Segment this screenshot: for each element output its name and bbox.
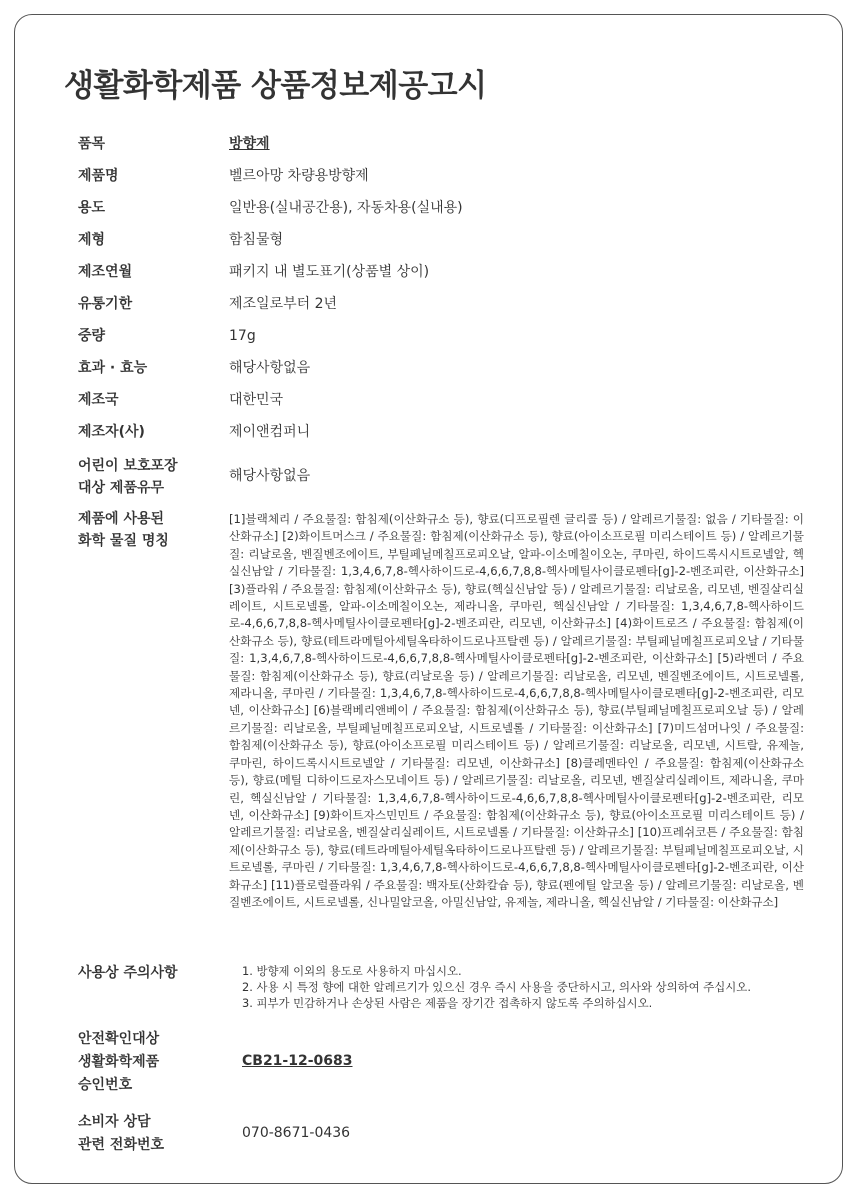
- value-effect: 해당사항없음: [229, 360, 311, 376]
- label-item: 품목: [78, 136, 106, 152]
- label-cautions: 사용상 주의사항: [78, 965, 178, 981]
- chemicals-text: [1]블랙체리 / 주요물질: 함침제(이산화규소 등), 향료(디프로필렌 글리콜 등) / 알레르기물질: 없음 / 기타물질: 이산화규소] [2)화이트머스크 / 주요물질: 함침제(이산화규소 등), 향료(아이소프로필 미리스테이트 등) / 알레르기물질: 리날로올, 벤질벤조에이트, 부틸페닐메칠프로피오날, 알파-이소메칠이오논, 쿠마린, 하이드록시시트로넬알, 헥실신남알 / 기타물질: 1,3,4,6,7,8-헥사하이드로-4,6,6,7,8,8-헥사메틸사이클로펜타[g]-2-벤조피란, 이산화규소] [3)플라워 / 주요물질: 함침제(이산화규소 등), 향료(헥실신남알 등) / 알레르기물질: 리날로올, 리모넨, 벤질살리실레이트, 시트로넬롤, 알파-이소메칠이오논, 제라니올, 쿠마린, 헥실신남알 / 기타물질: 1,3,4,6,7,8-헥사하이드로-4,6,6,7,8,8-헥사메틸사이클로펜타[g]-2-벤조피란, 리모넨, 이산화규소] [4)화이트로즈 / 주요물질: 함침제(이산화규소 등), 향료(테트라메틸아세틸옥타하이드로나프탈렌 등) / 알레르기물질: 부틸페닐메칠프로피오날 / 기타물질: 1,3,4,6,7,8-헥사하이드로-4,6,6,7,8,8-헥사메틸사이클로펜타[g]-2-벤조피란, 이산화규소] [5)라벤더 / 주요물질: 함침제(이산화규소 등), 향료(리날로올 등) / 알레르기물질: 리날로올, 리모넨, 벤질벤조에이트, 시트로넬롤, 제라니올, 쿠마린 / 기타물질: 1,3,4,6,7,8-헥사하이드로-4,6,6,7,8,8-헥사메틸사이클로펜타[g]-2-벤조피란, 리모넨, 이산화규소] [6)블랙베리앤베이 / 주요물질: 함침제(이산화규소 등), 향료(부틸페닐메칠프로피오날 등) / 알레르기물질: 리날로올, 부틸페닐메칠프로피오날, 시트로넬롤 / 기타물질: 이산화규소] [7)미드섬머나잇 / 주요물질: 함침제(이산화규소 등), 향료(아이소프로필 미리스테이트 등) / 알레르기물질: 리날로올, 리모넨, 시트랄, 유제놀, 쿠마린, 하이드록시시트로넬알 / 기타물질: 리모넨, 이산화규소] [8)클레멘타인 / 주요물질: 함침제(이산화규소 등), 향료(메틸 디하이드로자스모네이트 등) / 알레르기물질: 리날로올, 리모넨, 벤질살리실레이트, 제라니올, 쿠마린, 헥실신남알 / 기타물질: 1,3,4,6,7,8-헥사하이드로-4,6,6,7,8,8-헥사메틸사이클로펜타[g]-2-벤조피란, 리모넨, 이산화규소] [9)화이트자스민민트 / 주요물질: 함침제(이산화규소 등), 향료(아이소프로필 미리스테이트 등) / 알레르기물질: 리날로올, 벤질살리실레이트, 시트로넬롤 / 기타물질: 이산화규소] [10)프레쉬코튼 / 주요물질: 함침제(이산화규소 등), 향료(테트라메틸아세틸옥타하이드로나프탈렌 등) / 알레르기물질: 부틸페닐메칠프로피오날, 시트로넬롤, 쿠마린 / 기타물질: 1,3,4,6,7,8-헥사하이드로-4,6,6,7,8,8-헥사메틸사이클로펜타[g]-2-벤조피란, 이산화규소] [11)플로럴플라워 / 주요물질: 백자토(산화칼슘 등), 향료(펜에틸 알코올 등) / 알레르기물질: 리날로올, 벤질벤조에이트, 시트로넬롤, 신나밀알코올, 아밀신남알, 유제놀, 제라니올, 헥실신남알 / 기타물질: 이산화규소]: [229, 512, 804, 909]
- value-manufacturer: 제이앤컴퍼니: [229, 424, 311, 440]
- caution-item: 1. 방향제 이외의 용도로 사용하지 마십시오.: [242, 964, 462, 978]
- value-expiry: 제조일로부터 2년: [229, 296, 338, 312]
- label-manufacturer: 제조자(사): [78, 424, 145, 440]
- cautions-list: [242, 963, 817, 1011]
- label-child-packaging: 어린이 보호포장 대상 제품유무: [78, 458, 178, 496]
- page-title: 생활화학제품 상품정보제공고시: [64, 68, 487, 104]
- label-effect: 효과 · 효능: [78, 360, 148, 376]
- label-product-name: 제품명: [78, 168, 119, 184]
- value-child-packaging: 해당사항없음: [229, 468, 311, 484]
- caution-item: 2. 사용 시 특정 향에 대한 알레르기가 있으신 경우 즉시 사용을 중단하시고, 의사와 상의하여 주십시오.: [242, 980, 751, 994]
- value-usage: 일반용(실내공간용), 자동차용(실내용): [229, 200, 463, 216]
- value-weight: 17g: [229, 328, 256, 344]
- label-approval: 안전확인대상 생활화학제품 승인번호: [78, 1031, 160, 1093]
- value-contact-phone: 070-8671-0436: [242, 1125, 351, 1141]
- value-manufacture-date: 패키지 내 별도표기(상품별 상이): [229, 264, 430, 280]
- label-usage: 용도: [78, 200, 106, 216]
- value-form: 함침물형: [229, 232, 284, 248]
- label-expiry: 유통기한: [78, 296, 133, 312]
- label-manufacture-date: 제조연월: [78, 264, 133, 280]
- value-product-name: 벨르아망 차량용방향제: [229, 168, 369, 184]
- label-country: 제조국: [78, 392, 119, 408]
- label-contact: 소비자 상담 관련 전화번호: [78, 1114, 165, 1153]
- value-item[interactable]: 방향제: [229, 136, 270, 152]
- label-weight: 중량: [78, 328, 106, 344]
- label-form: 제형: [78, 232, 106, 248]
- label-chemicals: 제품에 사용된 화학 물질 명칭: [78, 511, 169, 549]
- value-approval-number[interactable]: CB21-12-0683: [242, 1053, 353, 1069]
- caution-item: 3. 피부가 민감하거나 손상된 사람은 제품을 장기간 접촉하지 않도록 주의하십시오.: [242, 996, 653, 1010]
- value-country: 대한민국: [229, 392, 284, 408]
